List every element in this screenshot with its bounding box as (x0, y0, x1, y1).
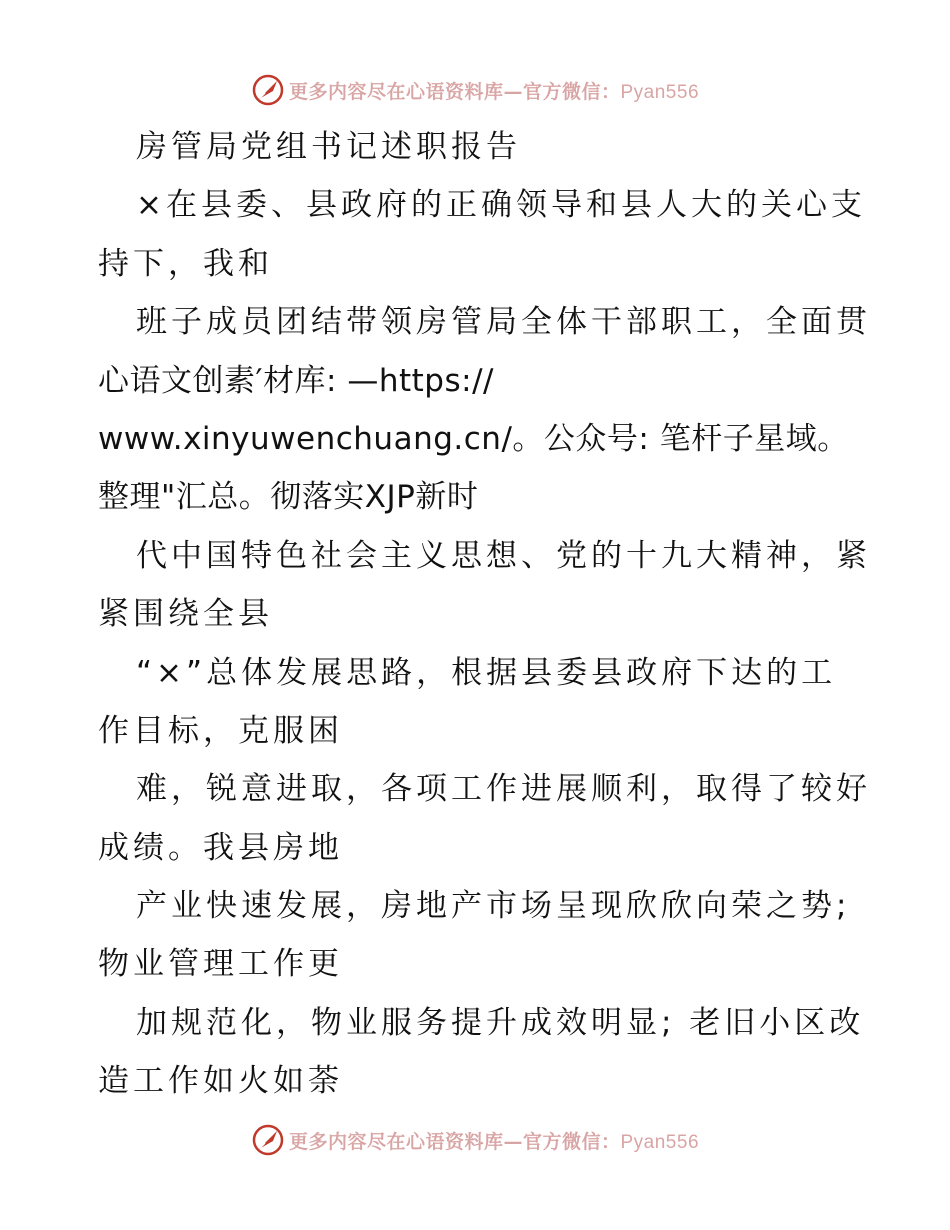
paragraph-line: 紧围绕全县 (98, 596, 273, 633)
paragraph-line: 成绩。我县房地 (98, 829, 343, 866)
quill-seal-icon (251, 73, 285, 107)
paragraph-line: 整理"汇总。彻落实XJP新时 (98, 479, 479, 516)
paragraph-line: 班子成员团结带领房管局全体干部职工，全面贯 (136, 304, 871, 341)
banner-text: 更多内容尽在心语资料库—官方微信：Pyan556 (288, 80, 700, 103)
footer-banner (0, 1120, 950, 1160)
banner-text: 更多内容尽在心语资料库—官方微信：Pyan556 (288, 1130, 700, 1153)
header-banner (0, 70, 950, 110)
document-title: 房管局党组书记述职报告 (136, 129, 521, 165)
paragraph-line: 持下，我和 (98, 245, 273, 282)
quill-seal-icon (251, 1123, 285, 1157)
paragraph-line: 产业快速发展，房地产市场呈现欣欣向荣之势; (136, 888, 851, 925)
paragraph-line: 难，锐意进取，各项工作进展顺利，取得了较好 (136, 771, 871, 808)
paragraph-line: 造工作如火如荼 (98, 1063, 343, 1100)
paragraph-line: ×在县委、县政府的正确领导和县人大的关心支 (136, 187, 866, 224)
paragraph-line: 作目标，克服困 (98, 712, 343, 749)
document-body (98, 118, 871, 1111)
paragraph-line: www.xinyuwenchuang.cn/。公众号: 笔杆子星域。 (98, 420, 849, 457)
paragraph-line: 心语文创素′材库: —https:// (98, 362, 494, 399)
paragraph-line: 加规范化，物业服务提升成效明显; 老旧小区改 (136, 1004, 865, 1041)
paragraph-line: “×”总体发展思路，根据县委县政府下达的工 (136, 654, 837, 691)
paragraph-line: 物业管理工作更 (98, 946, 343, 983)
paragraph-line: 代中国特色社会主义思想、党的十九大精神，紧 (136, 537, 871, 574)
